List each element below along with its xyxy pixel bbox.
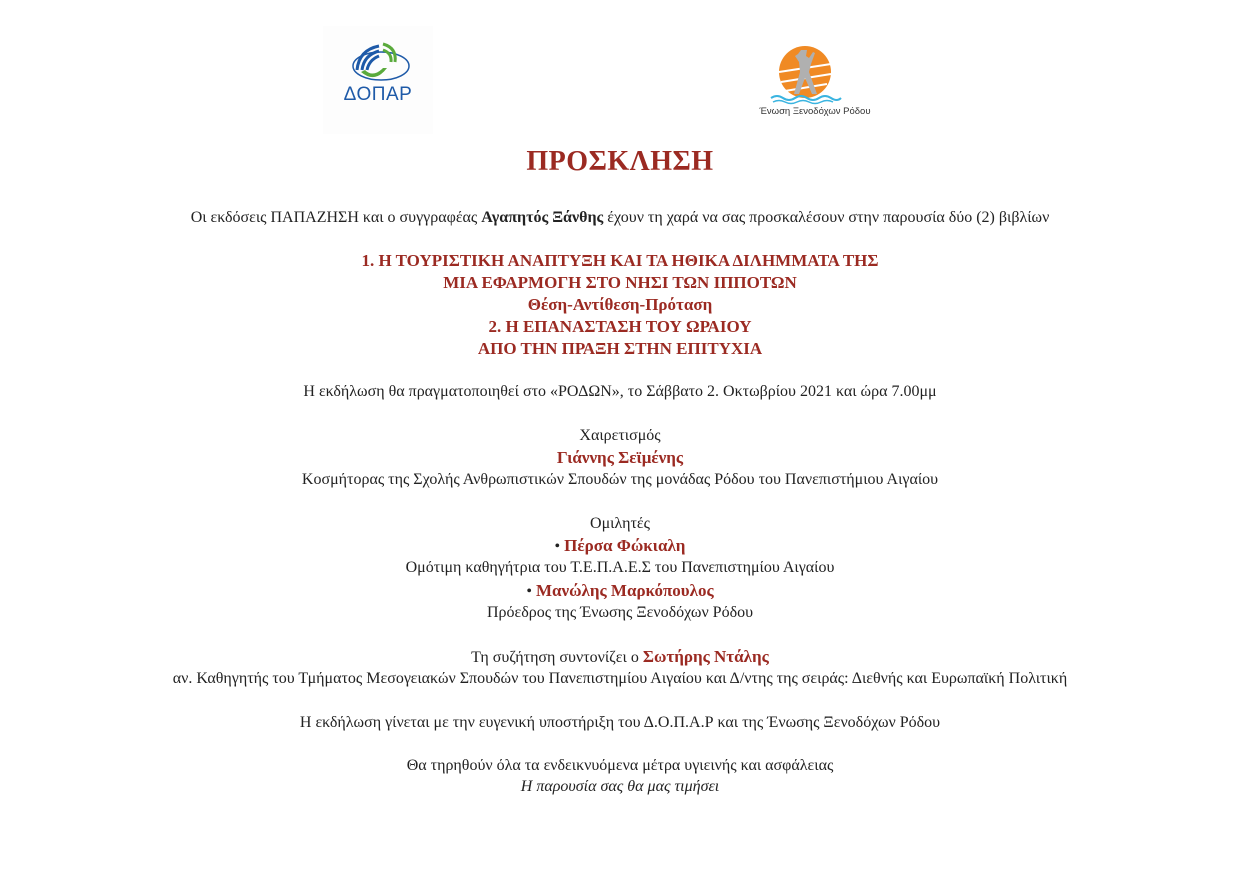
greeting-name: Γιάννης Σεϊμένης xyxy=(556,448,684,467)
intro-invite-text: έχουν τη χαρά να σας προσκαλέσουν στην παρουσία δύο (2) βιβλίων xyxy=(607,209,1050,226)
speaker-1-role: Ομότιμη καθηγήτρια του Τ.Ε.Π.Α.Ε.Σ του Πανεπιστημίου Αιγαίου xyxy=(405,559,835,576)
dopar-emblem-icon xyxy=(343,40,413,86)
hoteliers-union-logo xyxy=(760,42,870,122)
intro-publisher-text: Οι εκδόσεις ΠΑΠΑΖΗΣΗ και ο συγγραφέας xyxy=(190,209,478,226)
book-1-tagline: Θέση-Αντίθεση-Πρόταση xyxy=(527,295,713,314)
speakers-label: Ομιλητές xyxy=(590,515,650,532)
closing-line: Η παρουσία σας θα μας τιμήσει xyxy=(520,778,720,795)
bullet-icon: • xyxy=(526,583,532,600)
colossus-emblem-icon xyxy=(765,42,845,106)
hoteliers-union-logo-label: Ένωση Ξενοδόχων Ρόδου xyxy=(759,106,871,117)
speaker-2-role: Πρόεδρος της Ένωσης Ξενοδόχων Ρόδου xyxy=(486,604,754,621)
moderator-intro: Τη συζήτηση συντονίζει ο xyxy=(471,649,639,666)
greeting-role: Κοσμήτορας της Σχολής Ανθρωπιστικών Σπουδών της μονάδας Ρόδου του Πανεπιστήμιου Αιγαίου xyxy=(301,471,939,488)
health-measures-note: Θα τηρηθούν όλα τα ενδεικνυόμενα μέτρα υγιεινής και ασφάλειας xyxy=(406,757,834,774)
moderator-name: Σωτήρης Ντάλης xyxy=(642,647,769,666)
book-1-title: 1. Η ΤΟΥΡΙΣΤΙΚΗ ΑΝΑΠΤΥΞΗ ΚΑΙ ΤΑ ΗΘΙΚΑ ΔΙΛΗΜΜΑΤΑ ΤΗΣ xyxy=(361,251,879,270)
book-titles xyxy=(0,250,1240,360)
dopar-logo xyxy=(323,26,433,134)
dopar-logo-label: ΔΟΠΑΡ xyxy=(343,84,413,105)
book-2-title: 2. Η ΕΠΑΝΑΣΤΑΣΗ ΤΟΥ ΩΡΑΙΟΥ xyxy=(488,317,752,336)
moderator-line xyxy=(0,646,1240,669)
bullet-icon: • xyxy=(554,538,561,555)
greeting-label: Χαιρετισμός xyxy=(579,427,661,444)
speaker-2 xyxy=(0,580,1240,603)
invitation-title: ΠΡΟΣΚΛΗΣΗ xyxy=(526,146,714,177)
book-2-subtitle: ΑΠΟ ΤΗΝ ΠΡΑΞΗ ΣΤΗΝ ΕΠΙΤΥΧΙΑ xyxy=(477,339,763,358)
moderator-role: αν. Καθηγητής του Τμήματος Μεσογειακών Σπουδών του Πανεπιστημίου Αιγαίου και Δ/ντης της σειράς: Διεθνής και Ευρωπαϊκή Πολιτική xyxy=(172,670,1068,687)
speaker-1-name: Πέρσα Φώκιαλη xyxy=(564,536,686,555)
book-1-subtitle: ΜΙΑ ΕΦΑΡΜΟΓΗ ΣΤΟ ΝΗΣΙ ΤΩΝ ΙΠΠΟΤΩΝ xyxy=(443,273,797,292)
speaker-2-name: Μανώλης Μαρκόπουλος xyxy=(535,581,714,600)
intro-paragraph xyxy=(0,207,1240,229)
event-details: Η εκδήλωση θα πραγματοποιηθεί στο «ΡΟΔΩΝ», το Σάββατο 2. Οκτωβρίου 2021 και ώρα 7.00μμ xyxy=(303,383,937,400)
author-name: Αγαπητός Ξάνθης xyxy=(481,209,604,226)
speaker-1 xyxy=(0,535,1240,558)
support-note: Η εκδήλωση γίνεται με την ευγενική υποστήριξη του Δ.Ο.Π.Α.Ρ και της Ένωσης Ξενοδόχων Ρόδου xyxy=(299,714,941,731)
